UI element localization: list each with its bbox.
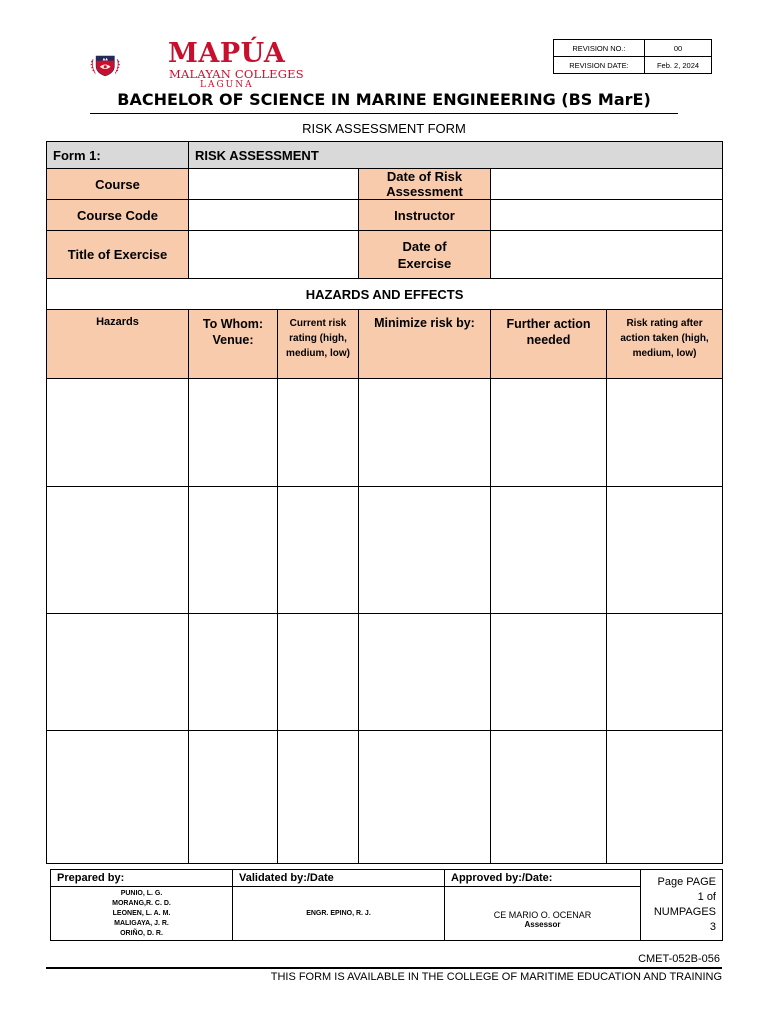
prepared-by-label: Prepared by: bbox=[51, 870, 233, 887]
table-cell[interactable] bbox=[491, 487, 607, 614]
preparer-name: LEONEN, L. A. M. bbox=[112, 909, 171, 917]
revision-no-label: REVISION NO.: bbox=[554, 40, 645, 57]
table-cell[interactable] bbox=[278, 731, 359, 864]
page-number-box bbox=[641, 870, 723, 941]
footer-divider bbox=[46, 967, 722, 969]
program-title: BACHELOR OF SCIENCE IN MARINE ENGINEERING (BS MarE) bbox=[117, 90, 651, 109]
table-row bbox=[47, 487, 723, 614]
school-seal-icon bbox=[90, 38, 170, 94]
table-cell[interactable] bbox=[278, 487, 359, 614]
table-cell[interactable] bbox=[491, 379, 607, 487]
date-risk-field[interactable] bbox=[491, 169, 723, 200]
table-row bbox=[47, 614, 723, 731]
date-exercise-label: Date of Exercise bbox=[359, 231, 491, 279]
validated-by-label: Validated by:/Date bbox=[233, 870, 445, 887]
page-text-1: Page PAGE bbox=[657, 876, 716, 888]
course-code-field[interactable] bbox=[189, 200, 359, 231]
approval-table bbox=[50, 869, 723, 941]
col-further-action: Further action needed bbox=[491, 310, 607, 379]
preparer-name: MALIGAYA, J. R. bbox=[114, 919, 169, 927]
approver-role: Assessor bbox=[524, 920, 561, 929]
page-text-2: 1 of bbox=[697, 891, 716, 903]
table-cell[interactable] bbox=[189, 487, 278, 614]
table-cell[interactable] bbox=[47, 731, 189, 864]
revision-date-label: REVISION DATE: bbox=[554, 57, 645, 74]
table-cell[interactable] bbox=[607, 614, 723, 731]
table-cell[interactable] bbox=[359, 487, 491, 614]
course-label: Course bbox=[47, 169, 189, 200]
col-risk-after: Risk rating after action taken (high, medium, low) bbox=[607, 310, 723, 379]
course-code-label: Course Code bbox=[47, 200, 189, 231]
availability-note: THIS FORM IS AVAILABLE IN THE COLLEGE OF MARITIME EDUCATION AND TRAINING bbox=[270, 971, 722, 983]
revision-table bbox=[553, 39, 712, 74]
table-cell[interactable] bbox=[607, 731, 723, 864]
approver-cell bbox=[445, 887, 641, 941]
approved-by-label: Approved by:/Date: bbox=[445, 870, 641, 887]
header-divider bbox=[90, 113, 678, 114]
preparer-name: PUNIO, L. G. bbox=[120, 889, 163, 897]
table-cell[interactable] bbox=[607, 487, 723, 614]
table-cell[interactable] bbox=[359, 614, 491, 731]
col-minimize-risk: Minimize risk by: bbox=[359, 310, 491, 379]
form-code: CMET-052B-056 bbox=[638, 953, 720, 965]
table-cell[interactable] bbox=[491, 614, 607, 731]
title-exercise-field[interactable] bbox=[189, 231, 359, 279]
date-risk-label: Date of Risk Assessment bbox=[359, 169, 491, 200]
table-cell[interactable] bbox=[359, 731, 491, 864]
instructor-label: Instructor bbox=[359, 200, 491, 231]
risk-assessment-table bbox=[46, 141, 723, 864]
section-title: HAZARDS AND EFFECTS bbox=[47, 279, 723, 310]
brand-subtitle: MALAYAN COLLEGES bbox=[169, 67, 304, 81]
brand-campus: LAGUNA bbox=[200, 80, 254, 90]
course-field[interactable] bbox=[189, 169, 359, 200]
col-to-whom: To Whom: Venue: bbox=[189, 310, 278, 379]
page-text-3: NUMPAGES bbox=[653, 906, 716, 918]
table-cell[interactable] bbox=[491, 731, 607, 864]
preparers-list bbox=[51, 887, 233, 941]
table-cell[interactable] bbox=[359, 379, 491, 487]
table-cell[interactable] bbox=[607, 379, 723, 487]
table-cell[interactable] bbox=[47, 379, 189, 487]
instructor-field[interactable] bbox=[491, 200, 723, 231]
table-cell[interactable] bbox=[47, 614, 189, 731]
table-cell[interactable] bbox=[189, 614, 278, 731]
col-hazards: Hazards bbox=[47, 310, 189, 379]
preparer-name: ORIÑO, D. R. bbox=[120, 929, 163, 937]
table-cell[interactable] bbox=[47, 487, 189, 614]
table-cell[interactable] bbox=[189, 731, 278, 864]
table-row bbox=[47, 379, 723, 487]
date-exercise-field[interactable] bbox=[491, 231, 723, 279]
title-exercise-label: Title of Exercise bbox=[47, 231, 189, 279]
brand-name: MAPÚA bbox=[168, 38, 286, 69]
revision-date-value: Feb. 2, 2024 bbox=[645, 57, 712, 74]
form-number-label: Form 1: bbox=[47, 142, 189, 169]
preparer-name: MORANG,R. C. D. bbox=[112, 899, 171, 907]
table-cell[interactable] bbox=[278, 614, 359, 731]
table-cell[interactable] bbox=[278, 379, 359, 487]
table-cell[interactable] bbox=[189, 379, 278, 487]
svg-text:▲▲: ▲▲ bbox=[102, 56, 108, 61]
approver-name: CE MARIO O. OCENAR bbox=[493, 910, 592, 920]
form-name: RISK ASSESSMENT bbox=[189, 142, 723, 169]
revision-no-value: 00 bbox=[645, 40, 712, 57]
validator-name: ENGR. EPINO, R. J. bbox=[233, 887, 445, 941]
page-text-4: 3 bbox=[709, 921, 716, 933]
table-row bbox=[47, 731, 723, 864]
col-current-risk: Current risk rating (high, medium, low) bbox=[278, 310, 359, 379]
form-title: RISK ASSESSMENT FORM bbox=[302, 121, 466, 136]
